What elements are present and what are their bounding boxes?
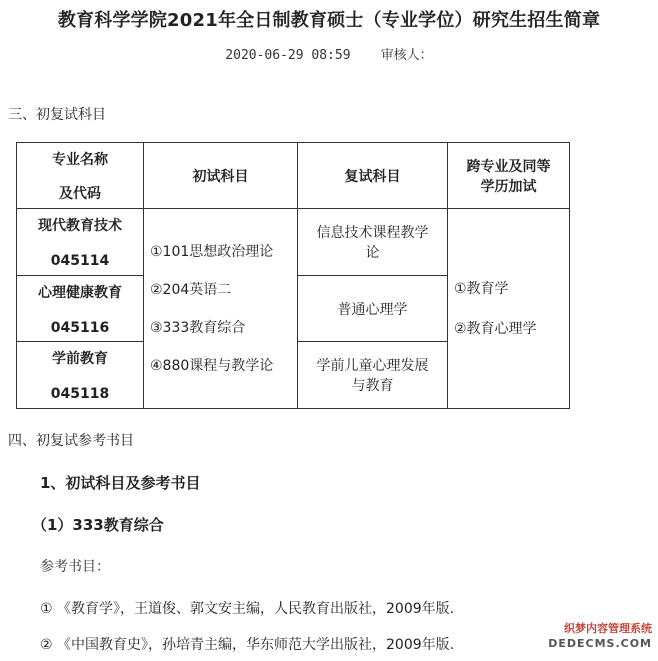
book-item: ① 《教育学》，王道俊、郭文安主编，人民教育出版社，2009年版. <box>40 601 455 617</box>
subject-heading: （1）333教育综合 <box>32 516 164 534</box>
retest-cell <box>298 342 448 409</box>
header-major-line2: 及代码 <box>59 185 101 202</box>
retest-line: 学前儿童心理发展 <box>316 358 429 374</box>
header-retest: 复试科目 <box>298 143 448 209</box>
extra-subjects-cell <box>448 209 570 409</box>
header-extra-line2: 学历加试 <box>480 178 537 195</box>
retest-line: 信息技术课程教学 <box>316 225 429 241</box>
retest-cell <box>298 209 448 276</box>
table-header-row <box>17 143 570 209</box>
major-cell <box>17 342 144 409</box>
header-initial: 初试科目 <box>144 143 298 209</box>
initial-subject: ③333教育综合 <box>150 319 246 336</box>
retest-cell <box>298 276 448 342</box>
retest-line: 与教育 <box>351 378 394 394</box>
retest-line: 普通心理学 <box>337 301 408 318</box>
initial-subject: ②204英语二 <box>150 281 232 298</box>
major-name: 现代教育技术 <box>38 218 122 234</box>
major-name: 学前教育 <box>52 351 108 367</box>
watermark-line: DEDECMS.COM <box>548 637 652 650</box>
header-major-line1: 专业名称 <box>52 151 108 168</box>
section-3-heading: 三、初复试科目 <box>8 107 106 123</box>
publish-datetime: 2020-06-29 08:59 <box>225 48 351 63</box>
initial-subject: ①101思想政治理论 <box>150 243 274 260</box>
book-item: ② 《中国教育史》，孙培青主编，华东师范大学出版社，2009年版. <box>40 637 455 653</box>
major-name: 心理健康教育 <box>38 284 122 301</box>
subsection-heading: 1、初试科目及参考书目 <box>40 474 201 492</box>
table-row <box>17 209 570 276</box>
extra-subject: ①教育学 <box>454 280 509 297</box>
reviewer-label: 审核人： <box>380 48 433 63</box>
major-code: 045114 <box>50 253 110 269</box>
header-major <box>17 143 144 209</box>
extra-subject: ②教育心理学 <box>454 320 537 337</box>
initial-subject: ④880课程与教学论 <box>150 357 274 374</box>
header-extra-line1: 跨专业及同等 <box>466 158 551 175</box>
major-code: 045118 <box>50 386 110 402</box>
major-cell <box>17 276 144 342</box>
initial-subjects-cell <box>144 209 298 409</box>
page-title: 教育科学学院2021年全日制教育硕士（专业学位）研究生招生简章 <box>57 10 601 31</box>
retest-line: 论 <box>365 245 380 261</box>
subjects-table <box>16 142 570 409</box>
major-cell <box>17 209 144 276</box>
watermark <box>540 621 652 655</box>
section-4-heading: 四、初复试参考书目 <box>8 433 134 449</box>
watermark-line: 织梦内容管理系统 <box>564 622 652 635</box>
meta-line <box>0 44 658 63</box>
major-code: 045116 <box>50 319 110 336</box>
reference-label: 参考书目： <box>40 559 110 575</box>
header-extra <box>448 143 570 209</box>
